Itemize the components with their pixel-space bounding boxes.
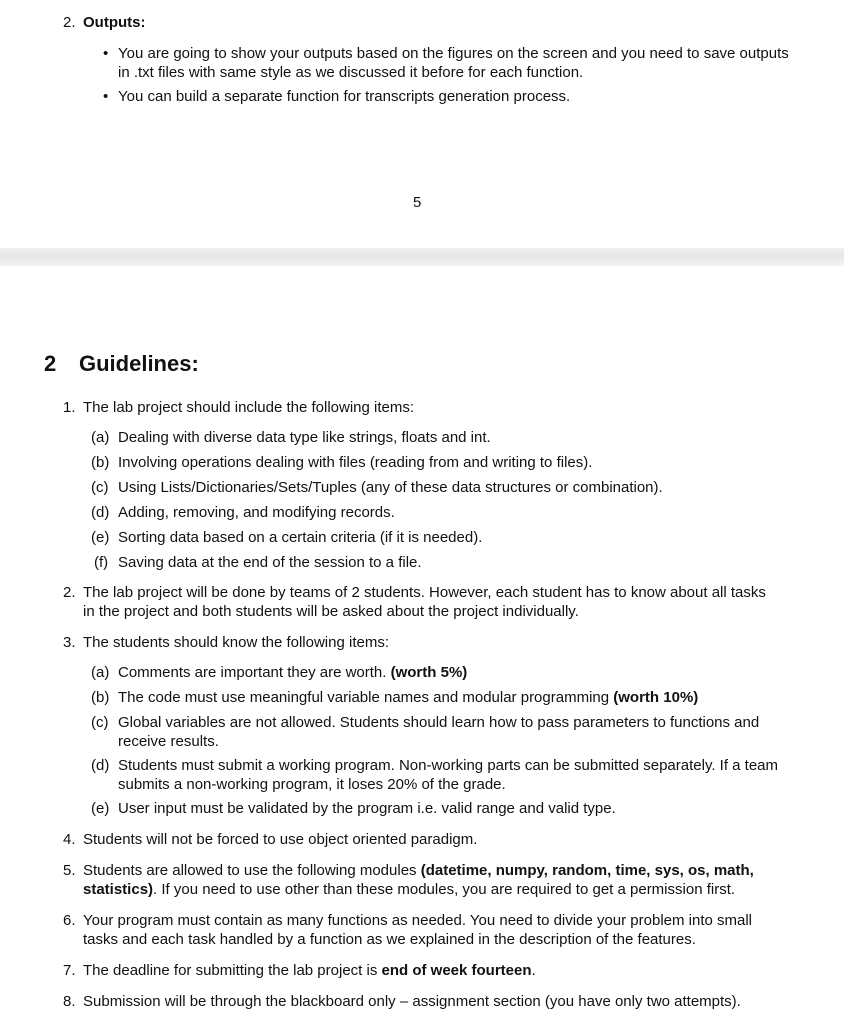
item-3b-bold: (worth 10%) bbox=[613, 689, 699, 706]
item-3b-label: (b) bbox=[91, 689, 110, 706]
item-1-text: The lab project should include the following items: bbox=[83, 399, 415, 416]
section-number: 2 bbox=[44, 351, 57, 376]
item-1c-text: Using Lists/Dictionaries/Sets/Tuples (any of these data structures or combination). bbox=[118, 479, 663, 496]
item-1a-label: (a) bbox=[91, 429, 110, 446]
item-1-number: 1. bbox=[63, 399, 76, 416]
item-5-number: 5. bbox=[63, 862, 76, 879]
item-1f-label: (f) bbox=[94, 554, 109, 571]
item-3a-text bbox=[118, 663, 467, 682]
item-1c-label: (c) bbox=[91, 479, 109, 496]
item-3b-text bbox=[118, 688, 698, 707]
item-3-number: 3. bbox=[63, 634, 76, 651]
item-2-number: 2. bbox=[63, 584, 76, 601]
item-3-text: The students should know the following items: bbox=[83, 634, 389, 651]
item-3d-line-1: Students must submit a working program. Non-working parts can be submitted separately. If a team bbox=[118, 757, 779, 774]
item-7-tail: . bbox=[531, 962, 536, 979]
item-1d-text: Adding, removing, and modifying records. bbox=[118, 504, 395, 521]
item-5-line-1-plain: Students are allowed to use the following modules bbox=[83, 862, 421, 879]
outputs-heading: Outputs: bbox=[83, 14, 146, 31]
item-1a-text: Dealing with diverse data type like strings, floats and int. bbox=[118, 429, 491, 446]
item-7-plain: The deadline for submitting the lab project is bbox=[83, 962, 382, 979]
item-3b-plain: The code must use meaningful variable names and modular programming bbox=[118, 689, 614, 706]
item-8-text: Submission will be through the blackboard only – assignment section (you have only two attempts). bbox=[83, 993, 741, 1010]
page-number: 5 bbox=[413, 194, 422, 211]
item-3d-line-2: submits a non-working program, it loses 20% of the grade. bbox=[118, 776, 506, 793]
item-3a-plain: Comments are important they are worth. bbox=[118, 664, 391, 681]
item-1f-text: Saving data at the end of the session to a file. bbox=[118, 554, 422, 571]
item-5-line-2-bold: statistics) bbox=[83, 881, 154, 898]
item-3a-label: (a) bbox=[91, 664, 110, 681]
item-3c-label: (c) bbox=[91, 714, 109, 731]
item-6-number: 6. bbox=[63, 912, 76, 929]
item-1b-label: (b) bbox=[91, 454, 110, 471]
item-3d-label: (d) bbox=[91, 757, 110, 774]
item-3c-line-1: Global variables are not allowed. Students should learn how to pass parameters to functions and bbox=[118, 714, 760, 731]
item-4-text: Students will not be forced to use object oriented paradigm. bbox=[83, 831, 478, 848]
outputs-item-number: 2. bbox=[63, 14, 76, 31]
item-2-line-1: The lab project will be done by teams of 2 students. However, each student has to know about all tasks bbox=[83, 584, 766, 601]
item-7-number: 7. bbox=[63, 962, 76, 979]
item-1d-label: (d) bbox=[91, 504, 110, 521]
bullet-icon: • bbox=[103, 88, 109, 105]
section-title: Guidelines: bbox=[79, 351, 199, 376]
item-1b-text: Involving operations dealing with files (reading from and writing to files). bbox=[118, 454, 593, 471]
item-1e-text: Sorting data based on a certain criteria (if it is needed). bbox=[118, 529, 483, 546]
item-4-number: 4. bbox=[63, 831, 76, 848]
item-7-bold: end of week fourteen bbox=[381, 962, 532, 979]
item-3e-label: (e) bbox=[91, 800, 110, 817]
item-1e-label: (e) bbox=[91, 529, 110, 546]
item-5-line-1 bbox=[83, 861, 754, 880]
item-6-line-2: tasks and each task handled by a function as we explained in the description of the features. bbox=[83, 931, 696, 948]
item-5-line-2-plain: . If you need to use other than these modules, you are required to get a permission first. bbox=[153, 881, 736, 898]
item-8-number: 8. bbox=[63, 993, 76, 1010]
item-3c-line-2: receive results. bbox=[118, 733, 219, 750]
item-6-line-1: Your program must contain as many functions as needed. You need to divide your problem into small bbox=[83, 912, 753, 929]
outputs-bullet-1-line-2: in .txt files with same style as we discussed it before for each function. bbox=[118, 64, 584, 81]
item-7-text bbox=[83, 961, 536, 980]
bullet-icon: • bbox=[103, 45, 109, 62]
outputs-bullet-2: You can build a separate function for transcripts generation process. bbox=[118, 88, 571, 105]
section-heading bbox=[44, 350, 199, 378]
outputs-bullet-1-line-1: You are going to show your outputs based on the figures on the screen and you need to save outputs bbox=[118, 45, 789, 62]
item-3e-text: User input must be validated by the program i.e. valid range and valid type. bbox=[118, 800, 616, 817]
item-2-line-2: in the project and both students will be asked about the project individually. bbox=[83, 603, 579, 620]
page-divider bbox=[0, 248, 844, 266]
item-5-line-1-bold: (datetime, numpy, random, time, sys, os, math, bbox=[420, 862, 754, 879]
item-5-line-2 bbox=[83, 880, 735, 899]
item-3a-bold: (worth 5%) bbox=[390, 664, 468, 681]
